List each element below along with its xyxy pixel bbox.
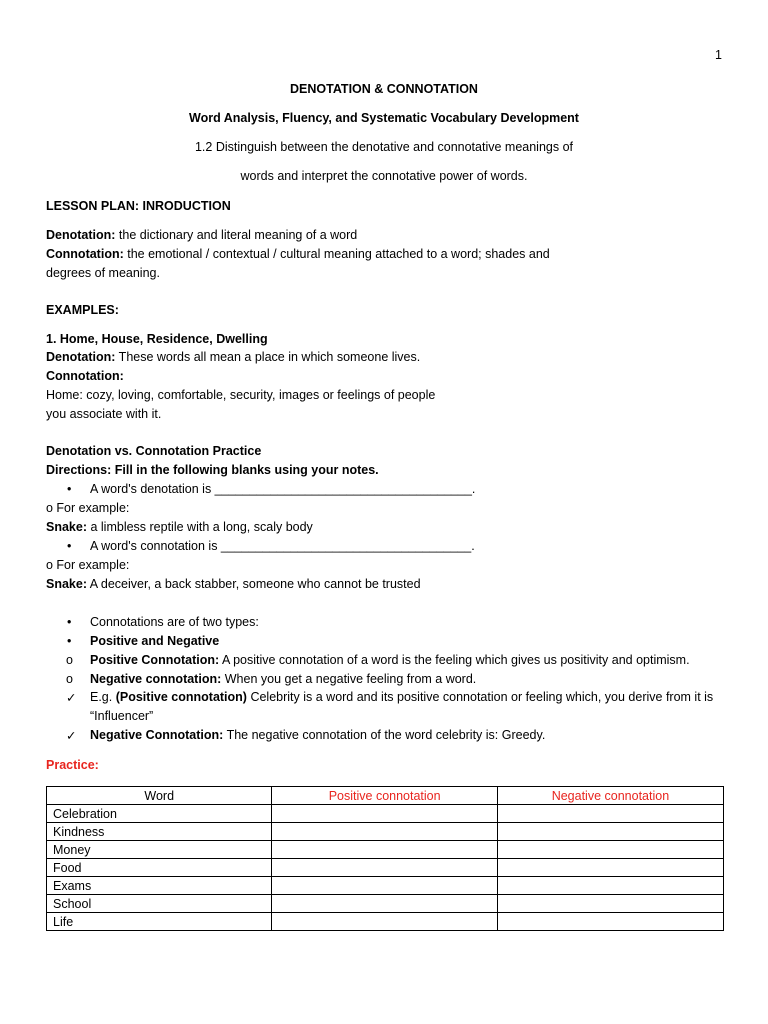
types-bullet: Connotations are of two types: xyxy=(90,615,259,629)
negative-example-text: The negative connotation of the word celebrity is: Greedy. xyxy=(223,728,546,742)
snake-connotation-text: A deceiver, a back stabber, someone who cannot be trusted xyxy=(87,577,421,591)
word-cell: Exams xyxy=(47,877,272,895)
denotation-text: the dictionary and literal meaning of a word xyxy=(115,228,358,242)
negative-connotation-def xyxy=(90,672,476,686)
positive-cell[interactable] xyxy=(272,877,497,895)
document-subtitle: Word Analysis, Fluency, and Systematic Vocabulary Development xyxy=(189,111,579,125)
lesson-heading: LESSON PLAN: INRODUCTION xyxy=(46,199,231,213)
positive-connotation-text: A positive connotation of a word is the feeling which gives us positivity and optimism. xyxy=(219,653,690,667)
bullet-dot-icon: • xyxy=(67,539,72,553)
example-positive xyxy=(90,690,713,704)
connotation-label: Connotation: xyxy=(46,247,124,261)
for-example-2: o For example: xyxy=(46,558,130,572)
examples-heading: EXAMPLES: xyxy=(46,303,119,317)
positive-cell[interactable] xyxy=(272,823,497,841)
standard-line-2: words and interpret the connotative power of words. xyxy=(240,169,528,183)
practice-table xyxy=(46,786,724,931)
connotation-definition-cont: degrees of meaning. xyxy=(46,266,160,280)
snake-denotation-text: a limbless reptile with a long, scaly body xyxy=(87,520,313,534)
negative-connotation-text: When you get a negative feeling from a word. xyxy=(221,672,477,686)
positive-connotation-label: Positive Connotation: xyxy=(90,653,220,667)
example1-denotation xyxy=(46,350,420,364)
snake-label-1: Snake: xyxy=(46,520,87,534)
header-positive: Positive connotation xyxy=(272,787,497,805)
word-cell: Life xyxy=(47,913,272,931)
table-row xyxy=(47,823,724,841)
bullet-dot-icon: • xyxy=(67,482,72,496)
document-title: DENOTATION & CONNOTATION xyxy=(290,82,478,96)
positive-cell[interactable] xyxy=(272,805,497,823)
positive-cell[interactable] xyxy=(272,895,497,913)
word-cell: Food xyxy=(47,859,272,877)
connotation-blank: A word's connotation is ____________________________________. xyxy=(90,539,475,553)
example1-denotation-label: Denotation: xyxy=(46,350,116,364)
table-row xyxy=(47,841,724,859)
positive-cell[interactable] xyxy=(272,913,497,931)
connotation-definition xyxy=(46,247,550,261)
positive-connotation-def xyxy=(90,653,690,667)
circle-bullet-icon: o xyxy=(66,672,73,686)
word-cell: Money xyxy=(47,841,272,859)
snake-label-2: Snake: xyxy=(46,577,87,591)
example1-heading: 1. Home, House, Residence, Dwelling xyxy=(46,332,268,346)
table-row xyxy=(47,805,724,823)
eg-positive-label: (Positive connotation) xyxy=(115,690,247,704)
table-row xyxy=(47,895,724,913)
negative-cell[interactable] xyxy=(497,877,723,895)
standard-line-1: 1.2 Distinguish between the denotative and connotative meanings of xyxy=(194,140,574,154)
negative-example-label: Negative Connotation: xyxy=(90,728,224,742)
denotation-definition xyxy=(46,228,357,242)
negative-cell[interactable] xyxy=(497,805,723,823)
example1-home-line2: you associate with it. xyxy=(46,407,162,421)
checkmark-icon: ✓ xyxy=(66,729,77,743)
page-number: 1 xyxy=(715,48,722,62)
practice-directions: Directions: Fill in the following blanks using your notes. xyxy=(46,463,379,477)
denotation-blank: A word's denotation is _____________________________________. xyxy=(90,482,476,496)
example-negative xyxy=(90,728,545,742)
circle-bullet-icon: o xyxy=(66,653,73,667)
denotation-label: Denotation: xyxy=(46,228,116,242)
example1-home-line1: Home: cozy, loving, comfortable, security, images or feelings of people xyxy=(46,388,436,402)
connotation-text: the emotional / contextual / cultural meaning attached to a word; shades and xyxy=(123,247,550,261)
for-example-1: o For example: xyxy=(46,501,130,515)
negative-cell[interactable] xyxy=(497,841,723,859)
posneg-bullet: Positive and Negative xyxy=(90,634,220,648)
table-row xyxy=(47,913,724,931)
example-positive-cont: “Influencer” xyxy=(90,709,154,723)
checkmark-icon: ✓ xyxy=(66,691,77,705)
snake-denotation xyxy=(46,520,313,534)
header-word: Word xyxy=(47,787,272,805)
practice-label: Practice: xyxy=(46,758,99,772)
word-cell: School xyxy=(47,895,272,913)
positive-cell[interactable] xyxy=(272,859,497,877)
negative-cell[interactable] xyxy=(497,823,723,841)
eg-positive-text: Celebrity is a word and its positive connotation or feeling which, you derive from it is xyxy=(246,690,714,704)
table-row xyxy=(47,859,724,877)
bullet-dot-icon: • xyxy=(67,615,72,629)
practice-heading: Denotation vs. Connotation Practice xyxy=(46,444,262,458)
word-cell: Kindness xyxy=(47,823,272,841)
negative-cell[interactable] xyxy=(497,913,723,931)
header-negative: Negative connotation xyxy=(497,787,723,805)
positive-cell[interactable] xyxy=(272,841,497,859)
table-header-row xyxy=(47,787,724,805)
snake-connotation xyxy=(46,577,421,591)
negative-connotation-label: Negative connotation: xyxy=(90,672,222,686)
example1-connotation-label: Connotation: xyxy=(46,369,124,383)
word-cell: Celebration xyxy=(47,805,272,823)
negative-cell[interactable] xyxy=(497,895,723,913)
bullet-dot-icon: • xyxy=(67,634,72,648)
eg-prefix: E.g. xyxy=(90,690,116,704)
table-row xyxy=(47,877,724,895)
negative-cell[interactable] xyxy=(497,859,723,877)
example1-denotation-text: These words all mean a place in which someone lives. xyxy=(115,350,421,364)
